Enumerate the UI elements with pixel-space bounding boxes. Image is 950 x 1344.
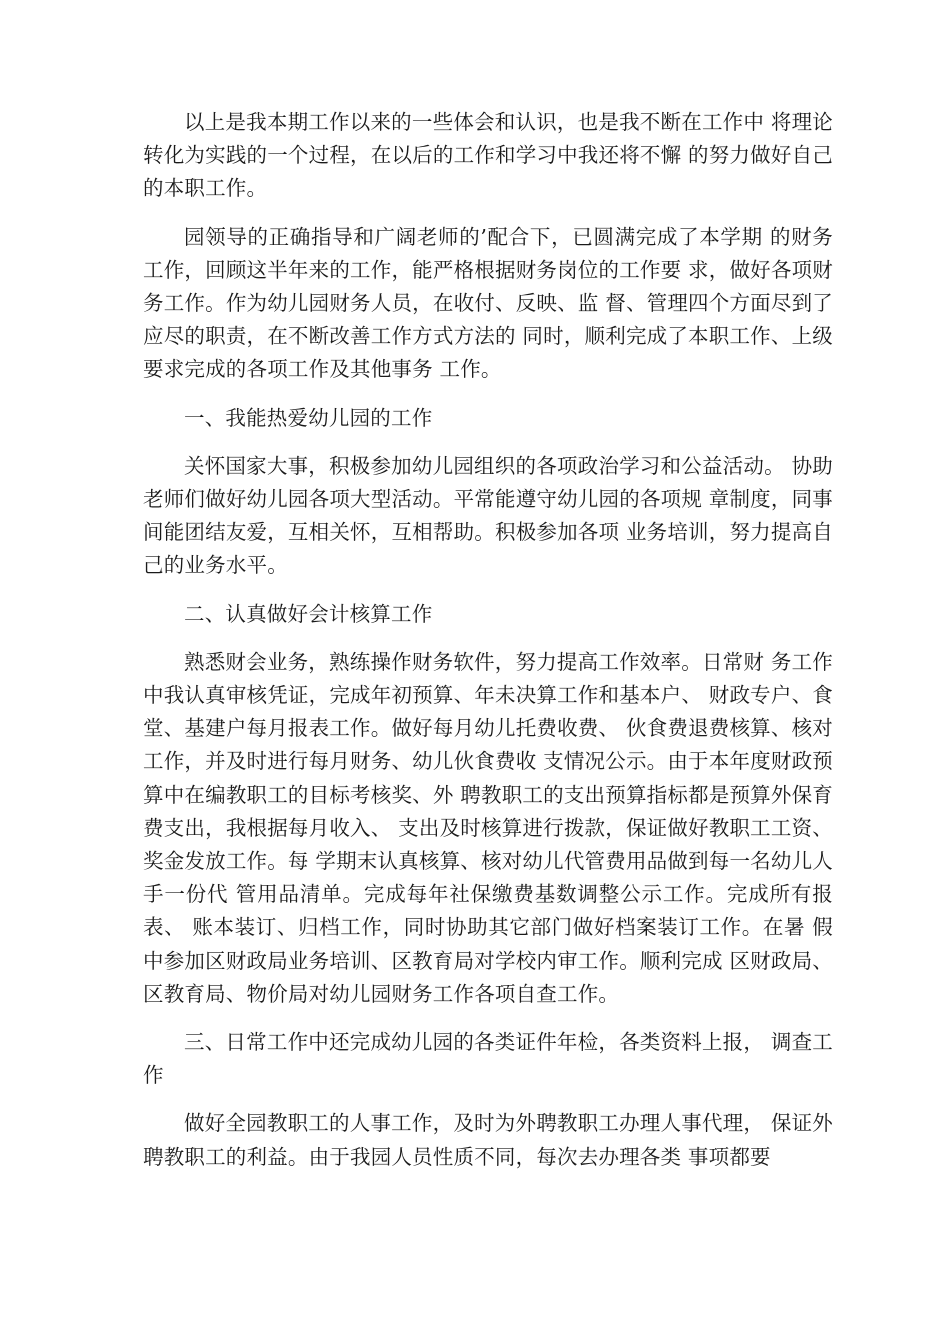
paragraph-3: 关怀国家大事，积极参加幼儿园组织的各项政治学习和公益活动。 协助老师们做好幼儿园各项大型活动。平常能遵守幼儿园的各项规 章制度，同事间能团结友爱，互相关怀，互相帮助。积极参加各项 业务培训，努力提高自己的业务水平。 — [143, 453, 833, 578]
paragraph-4: 熟悉财会业务，熟练操作财务软件，努力提高工作效率。日常财 务工作中我认真审核凭证，完成年初预算、年未决算工作和基本户、 财政专户、食堂、基建户每月报表工作。做好每月幼儿托费收费、 伙食费退费核算、核对工作，并及时进行每月财务、幼儿伙食费收 支情况公示。由于本年度财政预算中在编教职工的目标考核奖、外 聘教职工的支出预算指标都是预算外保育费支出，我根据每月收入、 支出及时核算进行拨款，保证做好教职工工资、奖金发放工作。每 学期末认真核算、核对幼儿代管费用品做到每一名幼儿人手一份代 管用品清单。完成每年社保缴费基数调整公示工作。完成所有报表、 账本装订、归档工作，同时协助其它部门做好档案装订工作。在暑 假中参加区财政局业务培训、区教育局对学校内审工作。顺利完成 区财政局、区教育局、物价局对幼儿园财务工作各项自查工作。 — [143, 649, 833, 1006]
document-body — [143, 106, 833, 1189]
section-heading-1: 一、我能热爱幼儿园的工作 — [184, 405, 433, 430]
section-heading-3: 三、日常工作中还完成幼儿园的各类证件年检，各类资料上报， 调查工作 — [143, 1030, 833, 1088]
paragraph-2: 园领导的正确指导和广阔老师的’配合下，已圆满完成了本学期 的财务工作，回顾这半年来的工作，能严格根据财务岗位的工作要 求，做好各项财务工作。作为幼儿园财务人员，在收付、反映、监 督、管理四个方面尽到了应尽的职责，在不断改善工作方式方法的 同时，顺利完成了本职工作、上级要求完成的各项工作及其他事务 工作。 — [143, 224, 833, 382]
section-heading-2: 二、认真做好会计核算工作 — [184, 601, 433, 626]
paragraph-5: 做好全园教职工的人事工作，及时为外聘教职工办理人事代理， 保证外聘教职工的利益。由于我园人员性质不同，每次去办理各类 事项都要 — [143, 1111, 833, 1169]
paragraph-1: 以上是我本期工作以来的一些体会和认识，也是我不断在工作中 将理论转化为实践的一个过程，在以后的工作和学习中我还将不懈 的努力做好自己的本职工作。 — [143, 110, 833, 201]
